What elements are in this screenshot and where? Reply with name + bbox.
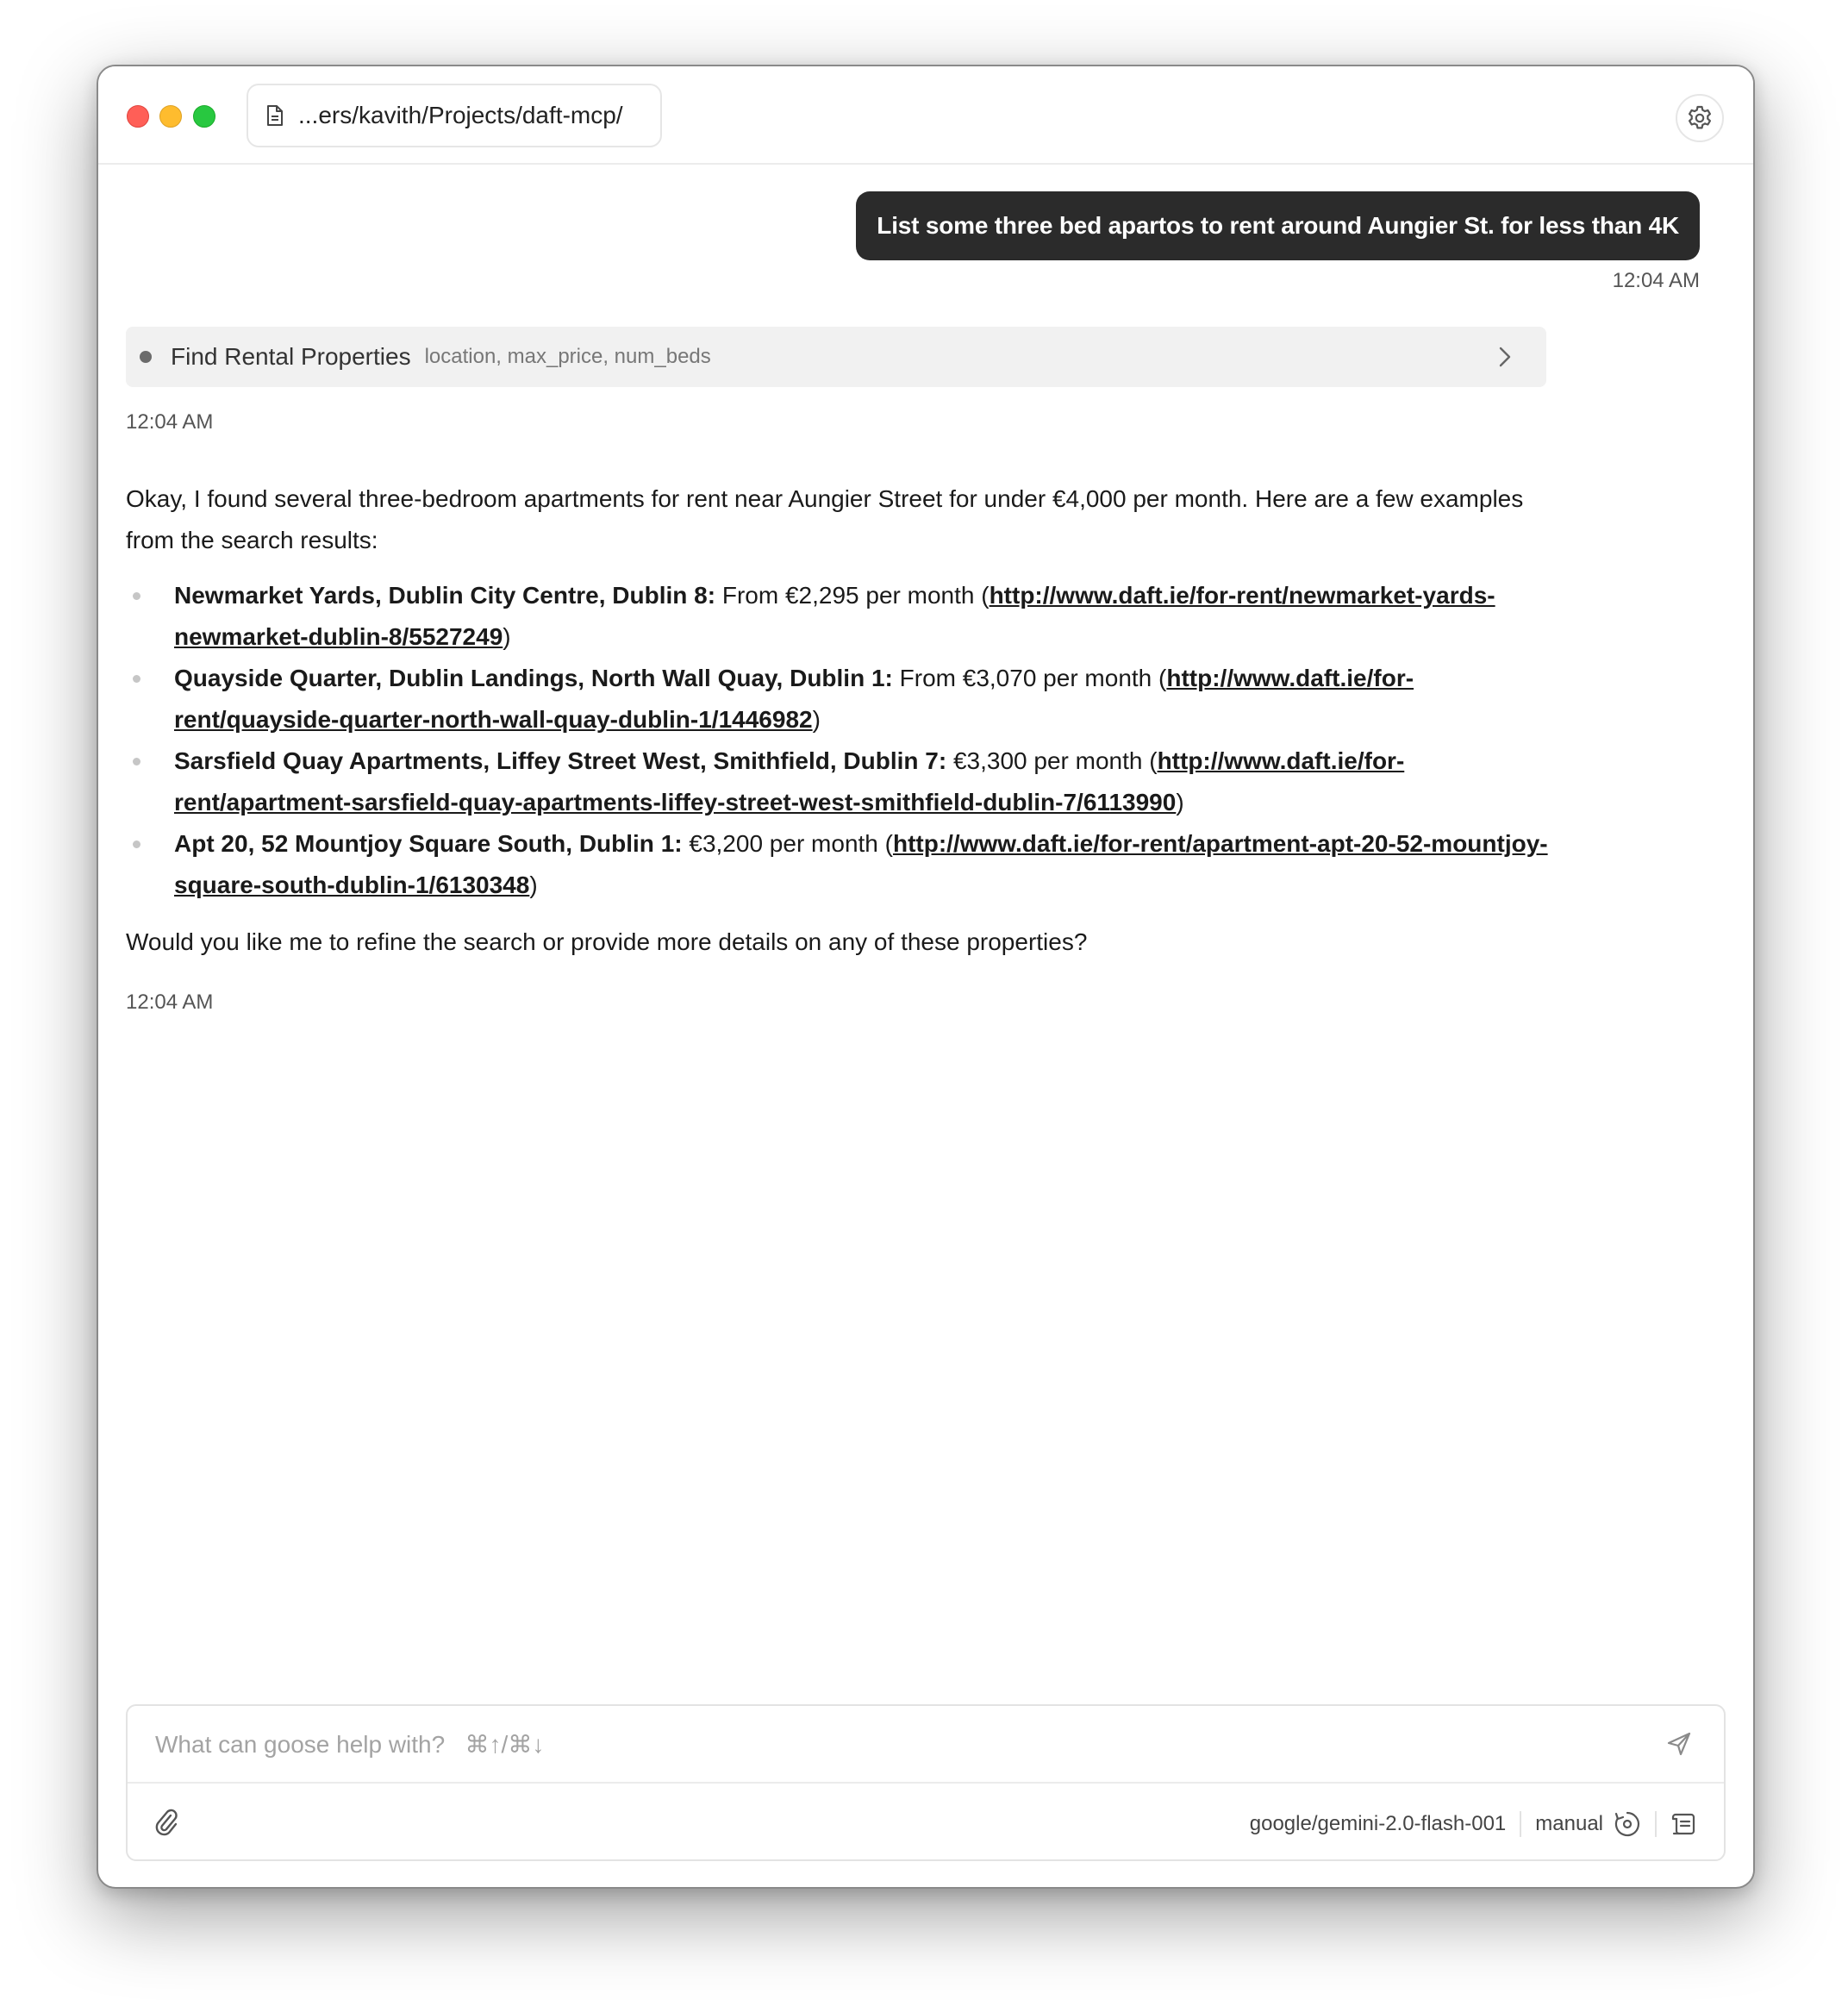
property-link[interactable]: http://www.daft.ie/for-rent/newmarket-yards-newmarket-dublin-8/5527249 (174, 582, 1495, 650)
property-price: From €3,070 per month ( (892, 665, 1167, 691)
app-window (97, 65, 1755, 1889)
property-price: From €2,295 per month ( (715, 582, 990, 609)
property-price: €3,300 per month ( (946, 747, 1158, 774)
tool-call-name: Find Rental Properties (171, 343, 411, 370)
bullet-dot (133, 758, 140, 765)
property-link[interactable]: http://www.daft.ie/for-rent/apartment-sarsfield-quay-apartments-liffey-street-west-smithfield-dublin-7/6113990 (174, 747, 1405, 815)
closing-paren: ) (503, 623, 511, 650)
property-name: Newmarket Yards, Dublin City Centre, Dublin 8: (174, 582, 716, 609)
closing-paren: ) (812, 706, 821, 733)
title-bar (98, 66, 1753, 165)
bullet-dot (133, 592, 140, 600)
property-name: Quayside Quarter, Dublin Landings, North Wall Quay, Dublin 1: (174, 665, 893, 691)
composer-footer (1250, 1806, 1698, 1842)
tool-call-timestamp: 12:04 AM (126, 410, 214, 434)
response-intro: Okay, I found several three-bedroom apartments for rent near Aungier Street for under €4,000 per month. Here are a few examples from the search results: (126, 485, 1524, 553)
property-link[interactable]: http://www.daft.ie/for-rent/quayside-quarter-north-wall-quay-dublin-1/1446982 (174, 665, 1414, 733)
gear-icon (1686, 104, 1714, 132)
scroll-icon[interactable] (1670, 1810, 1698, 1838)
document-icon (265, 104, 284, 127)
property-name: Sarsfield Quay Apartments, Liffey Street West, Smithfield, Dublin 7: (174, 747, 947, 774)
user-message-bubble (856, 191, 1700, 260)
property-link[interactable]: http://www.daft.ie/for-rent/apartment-apt-20-52-mountjoy-square-south-dublin-1/6130348 (174, 830, 1548, 898)
closing-paren: ) (1176, 789, 1184, 815)
working-directory-path: ...ers/kavith/Projects/daft-mcp/ (298, 102, 623, 128)
mode-icon[interactable] (1614, 1810, 1641, 1838)
divider (1520, 1811, 1521, 1837)
user-message-timestamp: 12:04 AM (1612, 269, 1700, 292)
list-item (126, 823, 1557, 906)
zoom-window-button[interactable] (193, 105, 215, 128)
tool-call-card[interactable] (126, 327, 1546, 387)
list-item (126, 740, 1557, 823)
closing-paren: ) (529, 872, 538, 898)
model-selector[interactable]: google/gemini-2.0-flash-001 (1249, 1812, 1507, 1835)
response-outro: Would you like me to refine the search or provide more details on any of these properties? (126, 928, 1088, 955)
chevron-right-icon[interactable] (1498, 346, 1512, 368)
working-directory-pill[interactable] (247, 84, 662, 147)
property-name: Apt 20, 52 Mountjoy Square South, Dublin 1: (174, 830, 683, 857)
divider (1655, 1811, 1657, 1837)
message-composer (126, 1704, 1726, 1861)
assistant-response (126, 478, 1557, 963)
property-list (126, 575, 1557, 906)
response-timestamp: 12:04 AM (126, 990, 214, 1014)
settings-button[interactable] (1676, 94, 1724, 142)
composer-divider (128, 1782, 1724, 1784)
send-icon[interactable] (1665, 1730, 1693, 1758)
tool-call-params: location, max_price, num_beds (424, 345, 711, 368)
minimize-window-button[interactable] (159, 105, 182, 128)
tool-status-dot (140, 351, 152, 363)
bullet-dot (133, 675, 140, 683)
message-input[interactable] (155, 1725, 1638, 1765)
bullet-dot (133, 840, 140, 848)
paperclip-icon[interactable] (153, 1808, 179, 1837)
list-item (126, 658, 1557, 740)
property-price: €3,200 per month ( (682, 830, 893, 857)
user-message-text: List some three bed apartos to rent around Aungier St. for less than 4K (877, 212, 1679, 239)
list-item (126, 575, 1557, 658)
close-window-button[interactable] (127, 105, 149, 128)
mode-selector[interactable]: manual (1535, 1812, 1603, 1835)
